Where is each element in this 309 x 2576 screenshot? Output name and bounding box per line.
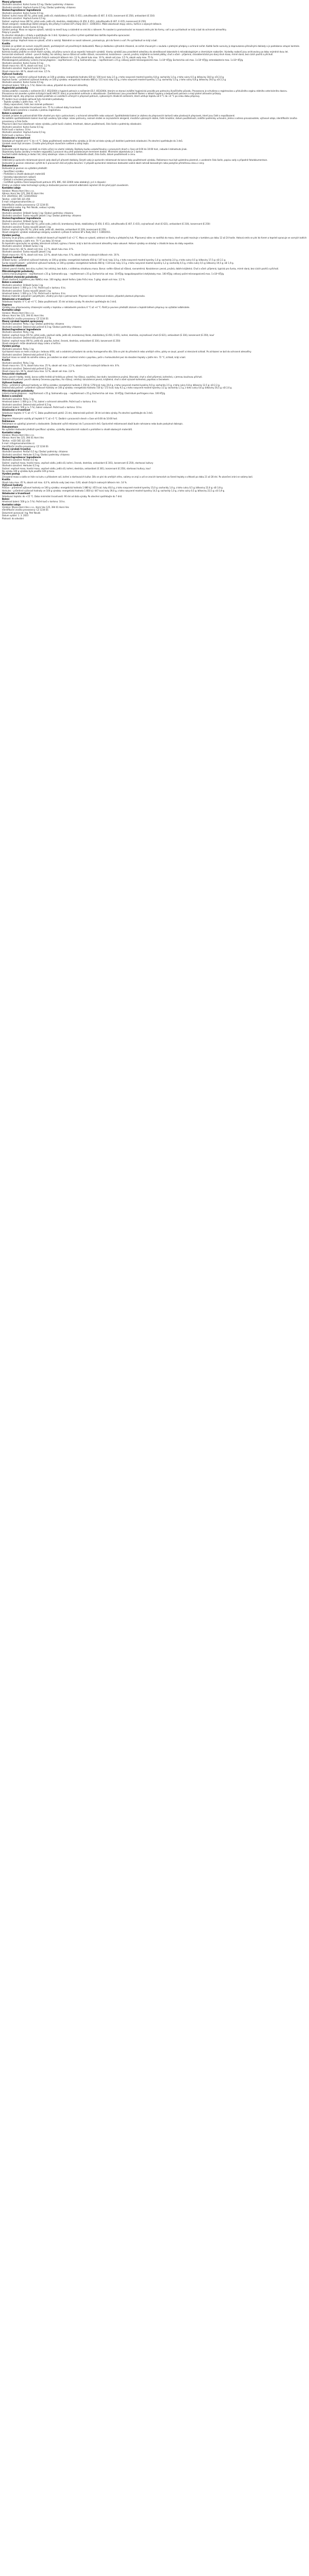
section-heading: Výrobní postup: [2, 472, 20, 476]
section-heading: Senzorické vlastnosti: [2, 264, 27, 267]
text-line: – Obaly neporušené, čisté, bez známek poškození: [2, 103, 54, 106]
text-line: Výrobní postup: Maso se nejprve vykostí, nakrájí na menší kusy a následně se smíchá s nálevem. Po nasolení a promasírování se masová směs plní do formy, vaří a po vychladnutí se krájí a balí do ochranné atmosféry.: [2, 28, 227, 31]
text-line: Obchodní označení: Herkules 0,5 kg / Dodací podmínky: chlazeno: [2, 453, 70, 456]
text-line: Po tepelném opracování se výrobky intenzivně zchladí, vyjmou z forem, krájí a balí do ochranné atmosféry nebo vakuově. Hotové výrobky se skladují v chladicím boxu do doby expedice.: [2, 242, 194, 245]
text-line: Platnost: do odvolání: [2, 517, 24, 520]
text-line: Hmotnost balení: 500 g (± 5 %), balení vakuově. Počet kusů v kartonu: 10 ks.: [2, 406, 82, 409]
text-line: Adresa: Horní Ves 125, 394 01 Horní Ves: [2, 436, 44, 439]
text-line: Provozovna má zaveden systém kritických bodů HACCP, který je pravidelně ověřován a aktualizován. Zaměstnanci jsou pravidelně školeni v oblasti hygieny a bezpečnosti potravin a mají platné zdravotní průkazy.: [2, 92, 221, 95]
text-line: Výrobce: Masna Horní Ves s.r.o.: [2, 311, 35, 314]
text-line: Doprava chlazenými vozidly při teplotě 0 °C až +5 °C. Dodání v pracovních dnech v čase od 6:00 do 10:00 hod.: [2, 417, 118, 420]
text-line: Dodavatel je povinen reklamaci vyřídit do 5 pracovních dnů od jejího doručení. V případě oprávněné reklamace dodavatel vadné zboží nahradí bezvadným nebo poskytne přiměřenou slevu z ceny.: [2, 161, 204, 164]
section-heading: Doprava: [2, 303, 12, 306]
text-line: Hmotnost balení: 500 g (± 5 %). Balení do vakua, případně do ochranné atmosféry.: [2, 83, 89, 87]
text-line: Obchodní označení: Debrecínská pečeně 0,5 kg: [2, 336, 52, 340]
section-heading: Výživové hodnoty: [2, 73, 23, 76]
text-line: Reklamace se uplatňují písemně u dodavatele. Dodavatel vyřídí reklamaci do 5 pracovních dnů. Oprávněně reklamované zboží bude nahrazeno nebo bude poskytnut dobropis.: [2, 422, 183, 426]
text-line: Složení: vepřové maso, hovězí maso, vepřové sádlo, jedlá sůl, koření, česnek, dextróza, antioxidant (E 301), konzervant (E 250), startovací kultury: [2, 461, 153, 464]
text-line: Obchodní označení: Párky 1 kg: [2, 347, 34, 350]
text-line: Obchodní označení: Debrecínská pečeně 0,5 kg: [2, 353, 52, 356]
text-line: – Certifikát systému řízení bezpečnosti potravin (IFS, BRC, ISO 22000 nebo obdobný), je-li k dispozici: [2, 181, 106, 184]
text-line: Obsah tuku max. 45 %, obsah soli max. 4,0 %, aktivita vody (aw) max. 0,93, obsah čistých svalových bílkovin min. 14 %.: [2, 481, 127, 484]
text-line: Dodavatel zajistí dopravu výrobků na místo určení na vlastní náklady. Dodávky budou uskutečňovány v pracovních dnech v čase od 6:00 do 10:00 hod., nebude-li dohodnuto jinak.: [2, 147, 187, 150]
section-heading: Mikrobiologické požadavky: [2, 389, 34, 392]
text-line: Obchodní označení: Kuřecí šunka 0,5 kg: [2, 11, 43, 14]
section-heading: Reklamace: [2, 419, 15, 422]
text-line: Vepřová šunka – průměrné výživové hodnoty ve 100 g výrobku: energetická hodnota 480 kJ / 115 kcal; tuky 4,0 g, z toho nasycené mastné kyseliny 1,5 g; sacharidy 1,0 g, z toho cukry 0,8 g; bílkoviny 19,0 g; sůl 2,3 g.: [2, 78, 227, 81]
text-line: Obchodní označení: Drůbeží šunka 1 kg: [2, 283, 43, 286]
text-line: Složení: kuřecí maso (85 %), pitná voda, jedlá sůl, stabilizátory (E 450, E 451), zahušťovadla (E 407, E 415), konzervant (E 250), antioxidant (E 316): [2, 14, 155, 17]
section-heading: Balení: [2, 497, 10, 500]
text-line: Obchodní označení: Debrecínská pečeně 0,5 kg / Dodací podmínky: chlazeno: [2, 325, 81, 328]
text-line: Složení: vepřové maso (55 %), pitná voda, vepřové sádlo, jedlá sůl, bramborový škrob, stabilizátory (E 450, E 451), koření, dextróza, zvýrazňovač chuti (E 621), antioxidant (E 316), konzervant (E 250), kouř: [2, 333, 214, 336]
text-line: Obchodní označení: Drůbeží šunka 1 kg: [2, 219, 43, 223]
text-line: Obchodní označení: Vepřová šunka 0,5 kg: [2, 37, 45, 40]
text-line: – Teplota výrobku v jádře max. +4 °C: [2, 100, 41, 104]
text-line: Obchodní označení: Párky 1 kg: [2, 331, 34, 334]
text-line: Identifikační značka provozovny: CZ 1234 ES: [2, 509, 48, 512]
text-line: Obchodní označení: Párky 1 kg / Dodací podmínky: chlazeno: [2, 323, 64, 326]
section-heading: Kontaktní údaje: [2, 309, 21, 312]
text-line: Obchodní označení: Šunka nejvyšší jakosti 1 kg: [2, 250, 51, 253]
text-line: Obchodní označení: Vepřová šunka 0,5 kg / Dodací podmínky: chlazeno: [2, 6, 76, 9]
text-line: Objednávky budou zasílány e-mailem nejpozději 2 pracovní dny před požadovaným termínem dodání. Minimální objednávka je 1 karton.: [2, 150, 143, 154]
section-heading: Složení/Ingredience/ Ingrediencie: [2, 328, 41, 331]
section-heading: Kvalita: [2, 42, 10, 45]
text-line: Adresa: Horní Ves 125, 394 01 Horní Ves: [2, 192, 44, 195]
text-line: Obchodní označení: Poličan 0,5 kg / Dodací podmínky: chlazeno: [2, 450, 68, 453]
text-line: – Každé balení označeno v souladu s platnou legislativou: [2, 109, 61, 112]
text-line: Párky – průměrné výživové hodnoty ve 100 g výrobku: energetická hodnota 1 150 kJ / 278 kcal; tuky 24,0 g, z toho nasycené mastné kyseliny 9,0 g; sacharidy 2,5 g, z toho cukry 0,8 g; bílkoviny 12,5 g; sůl 2,3 g.: [2, 383, 220, 386]
text-line: Kontrola kvality probíhá ve všech fázích výroby, od příjmu surovin až po expedici hotových výrobků. Vzorky výrobků jsou pravidelně odesílány do akreditované laboratoře k mikrobiologickým a chemickým rozborům. Výsledky rozborů jsou archivovány po dobu nejméně dvou let.: [2, 50, 289, 54]
text-line: Debrecínská pečeně – průměrné výživové hodnoty ve 100 g výrobku: energetická hodnota 720 kJ / 172 kcal; tuky 9,5 g, z toho nasycené mastné kyseliny 3,5 g; sacharidy 1,5 g, z toho cukry 0,6 g; bílkoviny 20,5 g; sůl 2,6 g.: [2, 386, 232, 389]
text-line: Vepřové maso se naloží do solného nálevu, po naložení se obalí v kořenící směsi s paprikou, peče v horkovzdušné peci do dosažení teploty v jádře min. 72 °C, zchladí, krájí a balí.: [2, 356, 186, 359]
text-line: Identifikační značka provozovny: CZ 1234 ES: [2, 445, 48, 448]
section-heading: Výživové hodnoty: [2, 381, 23, 384]
text-line: Obchodní označení: Vepřová šunka 0,5 kg: [2, 131, 45, 134]
text-line: Telefon: +420 565 321 456: [2, 197, 30, 200]
text-line: Složení: kuřecí a krůtí maso (82 %), pitná voda, jedlá sůl, bramborový škrob, stabilizátory (E 450, E 451), zahušťovadla (E 407, E 415), zvýrazňovač chuti (E 621), antioxidant (E 316), konzervant (E 250): [2, 223, 211, 226]
section-heading: Kvalita: [2, 359, 10, 362]
text-line: E-mail: info@masnahorniVes.cz: [2, 200, 35, 204]
text-line: Výrobce: Masna Horní Ves s.r.o.: [2, 433, 35, 436]
text-line: Hmotnost balení: 500 g (± 5 %). Počet kusů v kartonu: 10 ks.: [2, 500, 65, 503]
section-heading: Reklamace: [2, 156, 15, 159]
text-line: Obchodní označení: Herkules 0,5 kg: [2, 464, 40, 467]
text-line: Obsah masa min. 55 %, obsah tuku max. 25 %, obsah soli max. 2,5 %, obsah čistých svalových bílkovin min. 8 %.: [2, 364, 120, 367]
text-line: Počet kusů v kartonu: 10 ks: [2, 128, 31, 131]
section-heading: Kvalita: [2, 478, 10, 481]
text-line: Výrobce: Masna Horní Ves s.r.o., Horní Ves 125, 394 01 Horní Ves: [2, 506, 69, 509]
text-line: Obchodní označení: Kuřecí šunka 0,5 kg / Dodací podmínky: chlazeno: [2, 3, 74, 6]
section-heading: Kontaktní údaje: [2, 187, 21, 190]
text-line: Složení: vepřové maso, hovězí maso, vepřové sádlo, jedlá sůl, koření, dextróza, antioxidant (E 301), konzervant (E 250), startovací kultury, kouř: [2, 467, 151, 470]
section-heading: Dokumentace: [2, 164, 18, 167]
text-line: Vzhled: povrch hladký, bez slizu a plísní; řez celistvý, bez dutin, s viditelnou strukturou masa. Barva: světle růžová až růžová, rovnoměrná. Konzistence: pevná, pružná, dobře krájitelná. Chuť a vůně: příjemná, typická pro šunku, mírně slaná, bez cizích pachů a příchutí.: [2, 267, 279, 270]
text-line: Obsah alergenů: může obsahovat stopy celeru a hořčice.: [2, 342, 61, 345]
text-line: Obchodní označení: Poličan 0,5 kg: [2, 459, 38, 462]
text-line: Listeria monocytogenes – nepřítomnost v 25 g; Salmonella spp. – nepřítomnost v 25 g; Escherichia coli max. 10 KTJ/g; koagulázopozitivní stafylokoky max. 100 KTJ/g; celkový počet mikroorganismů max. 1×10⁵ KTJ/g.: [2, 273, 225, 276]
text-line: Skladujte při teplotě od 0 °C do +4 °C. Doba použitelnosti neotevřeného výrobku je 30 dní od data výroby při dodržení podmínek skladování. Po otevření spotřebujte do 3 dnů.: [2, 139, 183, 142]
text-line: Obalový materiál: polyamid / polyethylen, vhodný pro styk s potravinami. Přepravní obal: kartonová krabice, případně plastová přepravka.: [2, 295, 145, 298]
text-line: Obchodní označení: Šunka nejvyšší jakosti 1 kg: [2, 289, 51, 292]
text-line: Odpovědná osoba: Ing. Petr Novák, vedoucí výroby: [2, 206, 55, 209]
text-line: – Výsledky laboratorních rozborů: [2, 175, 36, 178]
section-heading: Senzorické vlastnosti: [2, 372, 27, 376]
section-heading: Skladování a trvanlivost: [2, 409, 30, 412]
text-line: – Prohlášení o shodě obalových materiálů: [2, 173, 45, 176]
text-line: Výroba probíhá v souladu s nařízením ES č. 852/2004 o hygieně potravin a nařízením ES č. 853/2004, kterým se stanoví zvláštní hygienická pravidla pro potraviny živočišného původu. Provozovna je schválena a registrována u příslušného orgánu státního veterinárního dozoru.: [2, 89, 288, 92]
section-heading: Výrobní postup: [2, 345, 20, 348]
text-line: Obchodní označení: Kuřecí šunka 0,5 kg: [2, 81, 43, 84]
text-line: Listeria monocytogenes – nepřítomnost v 25 g; Salmonella spp. – nepřítomnost v 25 g; Escherichia coli max. 10 KTJ/g; Clostridium perfringens max. 100 KTJ/g.: [2, 392, 166, 395]
text-line: Výrobek nesmí být zmrazen. Chraňte před přímým slunečním světlem a zdroji tepla.: [2, 142, 89, 145]
text-line: Poličan – průměrné výživové hodnoty ve 100 g výrobku: energetická hodnota 1 880 kJ / 455 kcal; tuky 40,0 g, z toho nasycené mastné kyseliny 15,0 g; sacharidy 1,0 g, z toho cukry 0,5 g; bílkoviny 22,0 g; sůl 3,8 g.: [2, 486, 224, 489]
text-line: Na každém spotřebitelském balení musí být uvedeny tyto údaje: název potraviny, seznam složek se zvýrazněním alergenů, množství vybraných složek, čisté množství, datum použitelnosti, zvláštní podmínky uchování, jméno a adresa provozovatele, výživové údaje, identifikační značka provozovny a číslo šarže.: [2, 117, 297, 123]
section-heading: Masný výrobek trvanlivý: [2, 447, 31, 450]
text-line: Obsah masa min. 90 %, obsah tuku max. 12 %, obsah soli max. 2,8 %.: [2, 369, 75, 372]
text-line: Dokument zpracoval: Ing. Petr Novák: [2, 511, 41, 514]
text-line: Obchodní označení: Vepřová šunka 0,5 kg: [2, 17, 45, 20]
text-line: Obsah alergenů: výrobek neobsahuje alergeny uvedené v příloze II nařízení EP a Rady (EU) č. 1169/2011.: [2, 231, 111, 234]
text-line: Obchodní označení: Párky 1 kg: [2, 361, 34, 364]
text-line: Obchodní označení: Drůbeží šunka 1 kg / Dodací podmínky: chlazeno: [2, 211, 74, 214]
text-line: Při dodání musí výrobek splňovat tyto minimální požadavky:: [2, 97, 64, 100]
text-line: Pokyny k použití:: [2, 31, 20, 34]
text-line: Šunka nejvyšší jakosti – průměrné výživové hodnoty ve 100 g výrobku: energetická hodnota 460 kJ / 110 kcal; tuky 3,5 g, z toho nasycené mastné kyseliny 1,2 g; sacharidy 0,5 g, z toho cukry 0,5 g; bílkoviny 19,5 g; sůl 1,9 g.: [2, 261, 234, 264]
text-line: Obsah alergenů: neobsahuje žádné alergeny dle přílohy II nařízení EP a Rady (EU) č. 1169/2011. Může obsahovat stopy celeru, hořčice a sójových bílkovin.: [2, 23, 162, 26]
text-line: – Doklad o schválení provozovny: [2, 178, 36, 181]
text-line: Změny ve složení nebo technologii výroby je dodavatel povinen oznámit odběrateli nejméně 30 dní před jejich zavedením.: [2, 183, 129, 187]
text-line: Obsah masa min. 80 %, obsah soli max. 2,5 %.: [2, 70, 51, 73]
section-heading: Balení a označení: [2, 281, 23, 284]
text-line: Výrobky jsou přepravovány chlazenými vozidly s teplotou v nákladovém prostoru 0 °C až +4 °C. Řidič je povinen předložit záznam o teplotě během přepravy na vyžádání odběratele.: [2, 306, 190, 309]
section-heading: Složení/Ingredience/ Ingrediencie: [2, 9, 41, 12]
text-line: Hmotnost balení: 1 000 g (± 5 %), balení v ochranné atmosféře. Počet kusů v kartonu: 8 ks.: [2, 400, 97, 403]
text-line: Obchodní označení: Kuřecí šunka 0,5 kg: [2, 61, 43, 64]
section-heading: Balení a označení: [2, 111, 23, 114]
text-line: Skladovací teplota: 0 °C až +5 °C. Doba použitelnosti párků: 21 dní, debrecínské pečeně: 30 dní od data výroby. Po otevření spotřebujte do 3 dnů.: [2, 411, 153, 414]
text-line: Obchodní označení: Šunka nejvyšší jakosti 1 kg / Dodací podmínky: chlazeno: [2, 214, 81, 217]
section-heading: Výrobní postup: [2, 233, 20, 236]
section-heading: Dokumentace: [2, 425, 18, 428]
section-heading: Skladování a trvanlivost: [2, 137, 30, 140]
section-heading: Výživové hodnoty: [2, 483, 23, 486]
text-line: Datum vydání: 1. 3. 2023: [2, 514, 29, 517]
text-line: Telefon: +420 565 321 456: [2, 439, 30, 442]
section-heading: Složení/Ingredience/ Ingrediencie: [2, 217, 41, 220]
section-heading: Mikrobiologické požadavky: [2, 269, 34, 273]
text-line: Zmrazené maso a sádlo se řeže na kutru s přídavkem soli, koření a startovacích kultur. Dílo se plní do umělých střev, salámy se zrají a udí ve zracích komorách za řízené teploty a vlhkosti po dobu 21 až 28 dní. Po ukončení zrání se salámy balí.: [2, 475, 253, 478]
text-line: Odběratel je oprávněn reklamovat zjevné vady zboží při převzetí dodávky. Skryté vady je oprávněn reklamovat do konce doby použitelnosti výrobku. Reklamace musí být uplatněna písemně, s uvedením čísla šarže, popisu vady a případně fotodokumentace.: [2, 159, 268, 162]
text-line: Složení: vepřové maso (80 %), pitná voda, jedlá sůl, dextróza, stabilizátory (E 450, E 451), zahušťovadla (E 407, E 415), konzervant (E 250): [2, 20, 146, 23]
text-line: Výrobní postup: Vepřové maso se vykostí, očistí a nakrájí. Následně se nasolí nálevem, promasíruje, plní do forem a vaří. Po vychladnutí se krájí a balí.: [2, 39, 158, 42]
text-line: Dodavatel je povinen na vyžádání předložit:: [2, 167, 48, 170]
text-line: Fyzikálně-chemické požadavky: obsah čistých svalových bílkovin min. 13 %, obsah tuku max. 10 %, obsah soli max. 2,5 %, obsah vody max. 75 %.: [2, 56, 154, 59]
text-line: Obchodní označení: Debrecínská pečeně 0,5 kg: [2, 367, 52, 370]
text-line: Obchodní označení: Drůbeží šunka 1 kg: [2, 245, 43, 248]
section-heading: Doprava: [2, 145, 12, 148]
text-line: Obsah masa min. 85 %, obsah soli max. 2,2 %.: [2, 64, 51, 67]
text-line: – Specifikaci výrobku: [2, 170, 24, 173]
text-line: Na vyžádání dodavatel předloží specifikaci výrobku, výsledky laboratorních rozborů a prohlášení o shodě obalových materiálů.: [2, 428, 133, 431]
section-heading: Kontaktní údaje: [2, 503, 21, 506]
section-heading: Skladování a trvanlivost: [2, 297, 30, 300]
text-line: Hmotnost balení: 1 000 g (± 5 %). Počet kusů v kartonu: 6 ks.: [2, 292, 66, 295]
text-line: Obchodní označení: Párky 1 kg: [2, 397, 34, 400]
text-line: Přepravní obal musí obsahovat: název výrobku, počet kusů v balení, hmotnost, datum použitelnosti, číslo šarže a podmínky skladování.: [2, 123, 142, 126]
text-line: Drůbeží šunka – průměrné výživové hodnoty ve 100 g výrobku: energetická hodnota 450 kJ / 107 kcal; tuky 3,0 g, z toho nasycené mastné kyseliny 1,0 g; sacharidy 2,0 g, z toho cukry 0,5 g; bílkoviny 17,5 g; sůl 2,1 g.: [2, 259, 226, 262]
text-line: Párky: povrch hladký, lesklý, barva světle hnědá až hnědá po udírení; řez růžový, soudržný, bez dutin; konzistence pružná, šťavnatá; chuť a vůně příjemná, kořeněná, s jemnou kouřovou příchutí.: [2, 375, 203, 378]
text-line: Výrobek je balen do potravinářské fólie vhodné pro styk s potravinami, v ochranné atmosféře nebo vakuově. Spotřebitelské balení je vloženo do přepravních kartonů nebo plastových přepravek, které jsou čisté a nepoškozené.: [2, 114, 235, 117]
section-heading: Balení a označení: [2, 395, 23, 398]
text-line: Dodavatel zajistí, aby přeprava výrobků probíhala ve vozidlech určených k přepravě potravin, vybavených chladicím zařízením, které udržuje teplotu od 0 °C do +4 °C po celou dobu přepravy.: [2, 95, 200, 98]
text-line: Kuřecí šunka – průměrné výživové hodnoty ve 100 g výrobku: energetická hodnota 420 kJ / 100 kcal; tuky 2,5 g, z toho nasycené mastné kyseliny 0,8 g; sacharidy 1,0 g, z toho cukry 0,5 g; bílkoviny 18,0 g; sůl 2,0 g.: [2, 75, 225, 78]
section-heading: Masný přípravek: [2, 1, 22, 3]
text-line: Složení: vepřová kýta (92 %), pitná voda, jedlá sůl, dextróza, antioxidant (E 316), konzervant (E 250): [2, 228, 107, 231]
text-line: Na výrobu 100 g výrobku bylo použito 140 g masa.: [2, 470, 55, 473]
text-line: Po otevření skladujte v chladu a spotřebujte do 3 dnů. Výrobek je určen k přímé spotřebě bez dalšího tepelného opracování.: [2, 33, 130, 37]
text-line: Obsah masa min. 82 %, obsah soli max. 2,2 %, obsah tuku max. 8 %.: [2, 247, 74, 250]
text-line: Obchodní označení: Debrecínská pečeně 0,5 kg: [2, 403, 52, 406]
text-line: Adresa: Horní Ves 125, 394 01 Horní Ves: [2, 314, 44, 317]
text-line: Obchodní označení: Šunka nejvyšší jakosti 1 kg: [2, 225, 51, 228]
text-line: Složení: vepřové maso (90 %), jedlá sůl, paprika, koření, česnek, dextróza, antioxidant (E 316), konzervant (E 250): [2, 339, 121, 342]
text-line: Obsah dusitanů (vyjádřeno jako NaNO₂) max. 100 mg/kg; obsah fosforu (jako P₂O₅) max. 5 g/kg; obsah soli max. 2,5 %.: [2, 278, 126, 281]
text-line: Obchodní označení: Vepřová šunka 0,5 kg: [2, 67, 45, 70]
text-line: E-mail: info@masnahorniVes.cz: [2, 442, 35, 445]
text-line: Počet kusů v kartonu: 10 ks: [2, 133, 31, 137]
section-heading: Masný přípravek: [2, 209, 22, 212]
section-heading: Masný výrobek tepelně opracovaný: [2, 319, 44, 323]
text-line: Skladovací teplota: do +15 °C. Doba minimální trvanlivosti: 90 dní od data výroby. Po otevření spotřebujte do 7 dnů.: [2, 495, 123, 498]
text-line: Senzorické vlastnosti: vzhled – povrch hladký, řez celistvý, barva růžová až světle růžová, rovnoměrná; konzistence – pevná, pružná, krájitelná na tenké plátky; chuť a vůně – příjemná, charakteristická pro daný druh masa, mírně slaná, bez cizích pachů a příchutí.: [2, 53, 273, 56]
section-heading: Hygienické požadavky: [2, 87, 28, 90]
text-line: Součástí každé dodávky je dodací list, který obsahuje: název a množství dodaného zboží, číslo šarže, datum použitelnosti a cenu.: [2, 153, 136, 156]
text-line: Obchodní označení: Kuřecí šunka 0,5 kg: [2, 25, 43, 28]
text-line: Výrobce: Masna Horní Ves s.r.o.: [2, 189, 35, 192]
text-line: Identifikační značka provozovny: CZ 1234 ES: [2, 203, 48, 206]
text-line: Výrobek je vyráběn ze surovin nejvyšší jakosti, pocházejících od prověřených dodavatelů. Maso je dodáváno výhradně chlazené, ze zvířat chovaných v souladu s platnými předpisy o ochraně zvířat. Každá šarže suroviny je doprovázena příslušnými doklady a je podrobena vstupní kontrole. Teplota masa při příjmu nesmí překročit 4 °C.: [2, 45, 300, 50]
text-line: Hmotnost balení: 1 000 g (± 5 %). Počet kusů v kartonu: 6 ks.: [2, 286, 66, 290]
text-line: Mikrobiologické požadavky: Listeria monocytogenes – nepřítomnost v 25 g; Salmonella spp. – nepřítomnost v 25 g; celkový počet mikroorganismů max. 1×10⁵ KTJ/g; Escherichia coli max. 1×10² KTJ/g; enterobakterie max. 1×10³ KTJ/g.: [2, 59, 244, 62]
text-line: Herkules – průměrné výživové hodnoty ve 100 g výrobku: energetická hodnota 1 850 kJ / 447 kcal; tuky 39,0 g, z toho nasycené mastné kyseliny 14,5 g; sacharidy 1,0 g, z toho cukry 0,5 g; bílkoviny 22,5 g; sůl 3,9 g.: [2, 489, 225, 492]
section-heading: Výživové hodnoty: [2, 256, 23, 259]
section-heading: Fyzikálně-chemické požadavky: [2, 275, 38, 278]
text-line: Identifikační značka provozovny: CZ 1234 ES: [2, 317, 48, 320]
section-heading: Složení/Ingredience/ Ingrediencie: [2, 456, 41, 459]
text-line: Debrecínská pečeně: povrch obalený červenou paprikou, řez růžový, celistvý; konzistence pevná, krájitelná; chuť a vůně výrazně kořeněná, paprikou a česnekem.: [2, 378, 170, 381]
text-line: Obsah masa min. 92 %, obsah soli max. 2,0 %, obsah tuku max. 6 %, obsah čistých svalových bílkovin min. 16 %.: [2, 253, 120, 256]
text-line: – Zbývající doba minimální trvanlivosti min. 75 % z celkové doby trvanlivosti: [2, 106, 81, 109]
text-line: Obchodní označení: Kuřecí šunka 0,5 kg: [2, 125, 43, 128]
section-heading: Kontaktní údaje: [2, 431, 21, 434]
text-line: Suroviny se po příjmu uskladní v chladicích boxech při teplotě 0 až +2 °C. Maso se vykostí, odstraní se šlachy a přebytečný tuk. Připravený nálev se nastříká do masa, které se poté masíruje v tumbleru po dobu 12 až 24 hodin. Hotová směs se plní do forem a tepelně opracuje ve varných kotlích do dosažení teploty v jádře min. 70 °C po dobu 10 minut.: [2, 236, 307, 242]
text-line: Vychlazené maso se mele a kutruje s ledovou tříští, solí a ostatními přísadami do vzniku homogenního díla. Dílo se plní do přírodních nebo umělých střev, párky se zauzí, povaří a intenzivně zchladí. Po zchlazení se balí do ochranné atmosféry.: [2, 350, 252, 353]
text-line: IČO: 28145632, DIČ: CZ28145632: [2, 195, 38, 198]
section-heading: Doprava: [2, 414, 12, 417]
text-line: Skladovací teplota: 0 °C až +4 °C. Doba použitelnosti: 35 dní od data výroby. Po otevření spotřebujte do 3 dnů.: [2, 300, 117, 303]
section-heading: Skladování a trvanlivost: [2, 492, 30, 495]
